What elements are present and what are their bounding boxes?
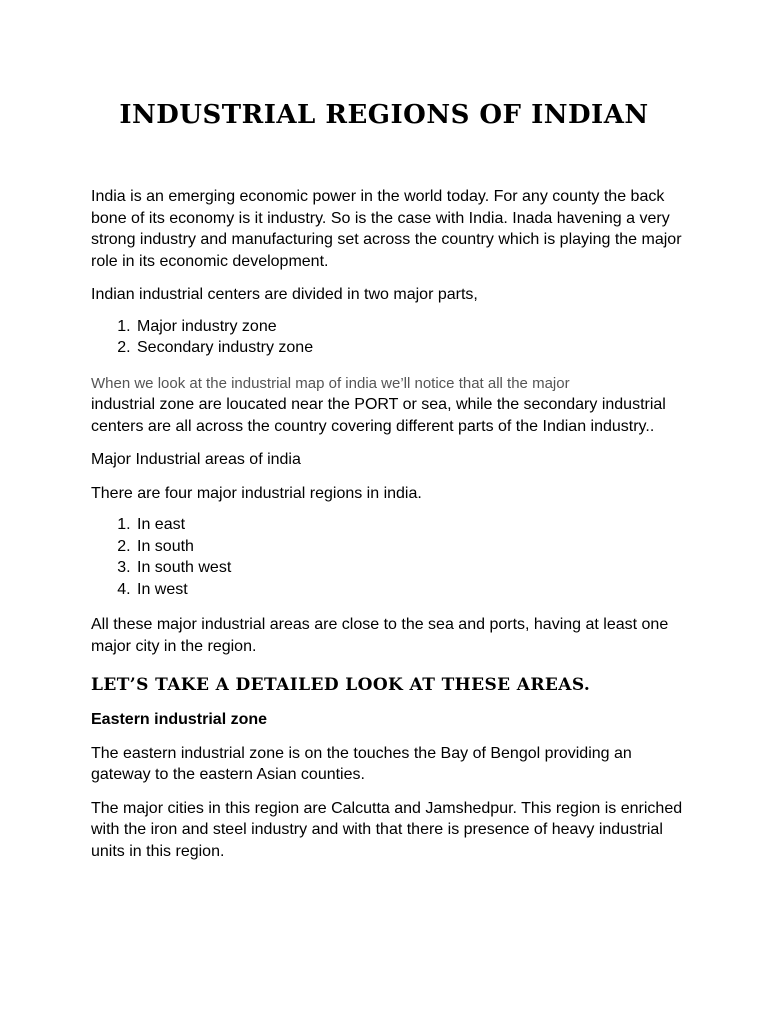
areas-label: Major Industrial areas of india [91, 451, 301, 468]
eastern-zone-heading: Eastern industrial zone [91, 711, 268, 728]
list-item: 2. Secondary industry zone [135, 337, 691, 359]
list-item: 2. In south [135, 536, 691, 558]
regions-list [91, 514, 691, 600]
list-item: 3. In south west [135, 557, 691, 579]
intro-paragraph: India is an emerging economic power in the world today. For any county the back bone of its economy is it industry. So is the case with India. Inada havening a very strong industry and manufacturing set across the country which is playing the major role in its economic development. [91, 188, 682, 270]
cities-paragraph: The major cities in this region are Calcutta and Jamshedpur. This region is enriched with the iron and steel industry and with that there is presence of heavy industrial units in this region. [91, 799, 683, 860]
list-item: 1. Major industry zone [135, 316, 691, 338]
regions-paragraph: There are four major industrial regions in india. [91, 484, 422, 502]
document-title: INDUSTRIAL REGIONS OF INDIAN [119, 100, 649, 130]
list-item: 1. In east [135, 514, 691, 536]
ports-paragraph: All these major industrial areas are close to the sea and ports, having at least one major city in the region. [91, 616, 669, 655]
list-item: 4. In west [135, 579, 691, 601]
detailed-look-subheading: LET’S TAKE A DETAILED LOOK AT THESE AREAS. [91, 675, 591, 695]
document-body [91, 186, 691, 862]
map-paragraph-light-text: When we look at the industrial map of india we’ll notice that all the major [91, 374, 570, 392]
division-paragraph: Indian industrial centers are divided in two major parts, [91, 286, 478, 303]
zone-list [91, 316, 691, 359]
map-paragraph-text: industrial zone are loucated near the PORT or sea, while the secondary industrial centers are all across the country covering different parts of the Indian industry.. [91, 396, 666, 435]
eastern-zone-paragraph: The eastern industrial zone is on the touches the Bay of Bengol providing an gateway to the eastern Asian counties. [91, 744, 632, 783]
map-paragraph [91, 373, 691, 438]
